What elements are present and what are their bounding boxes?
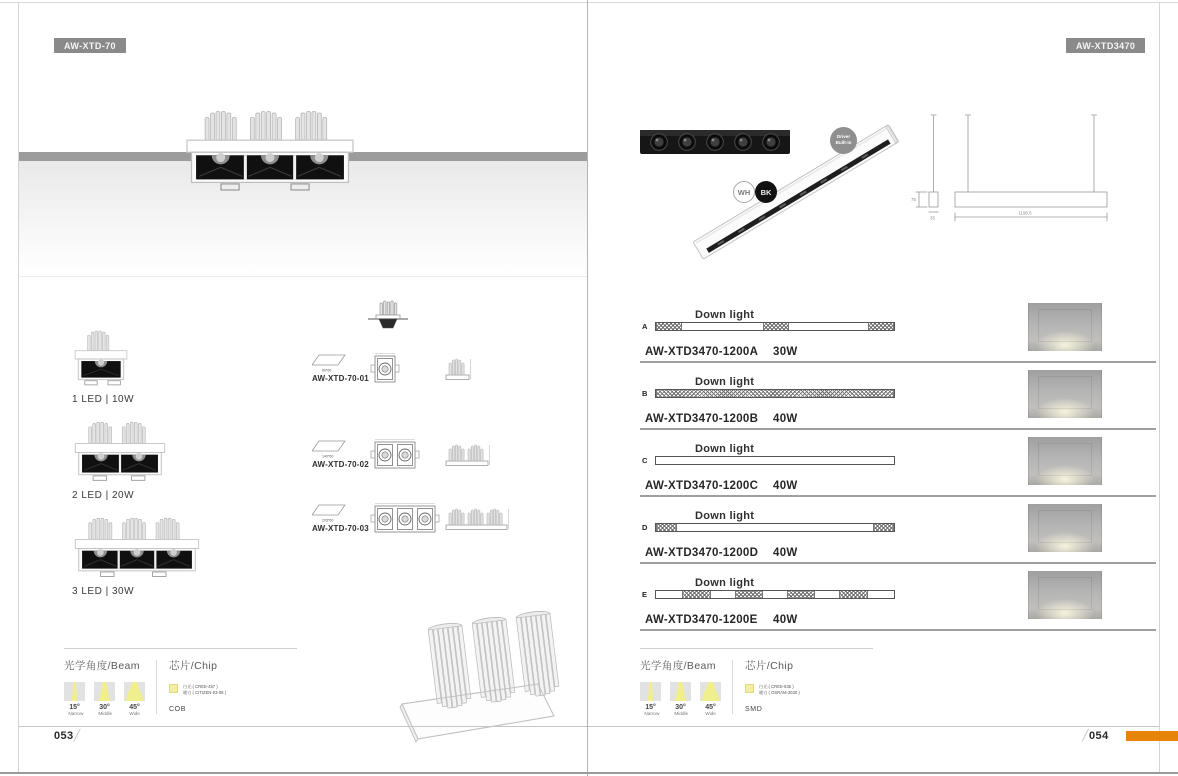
beam-option: [64, 682, 85, 720]
beam-cone-icon: [700, 682, 721, 701]
footer-rule-right: [588, 726, 1159, 727]
finish-option-white: WH: [733, 181, 755, 203]
chip-detail-text: [183, 683, 263, 697]
light-module-segment: [735, 591, 764, 598]
driver-badge-text: [830, 127, 857, 154]
beam-angle-label: 45°: [129, 704, 140, 711]
svg-text:白光 ( CREE-457 ): 白光 ( CREE-457 ): [183, 684, 218, 689]
finish-option-black: BK: [755, 181, 777, 203]
beam-options-left: [64, 682, 150, 720]
product-wattage: 40W: [773, 413, 798, 425]
beam-angle-label: 30°: [99, 704, 110, 711]
fixture-bar: [642, 523, 895, 532]
beam-option: [124, 682, 145, 720]
chip-swatch-icon: [745, 684, 754, 693]
beam-title: 光学角度/Beam: [640, 660, 716, 672]
beam-title: 光学角度/Beam: [64, 660, 140, 672]
page-frame-left: [18, 3, 19, 772]
chip-type-label: COB: [169, 706, 186, 713]
product-wattage: 40W: [773, 480, 798, 492]
chip-detail-text: [759, 683, 839, 697]
cutout-size-text: [312, 517, 352, 523]
beam-angle-label: 15°: [69, 704, 80, 711]
down-light-label: Down light: [695, 577, 755, 589]
variant-label: 2 LED | 20W: [72, 490, 135, 501]
beam-name-label: Wide: [705, 711, 716, 717]
front-view-drawing: [370, 438, 420, 472]
fixture-bar: [642, 456, 895, 465]
beam-option: [700, 682, 721, 720]
light-module-segment: [656, 390, 894, 397]
variant-label: 1 LED | 10W: [72, 394, 135, 405]
product-model: AW-XTD3470-1200C: [645, 480, 759, 492]
cutout-block: [312, 354, 370, 383]
beam-option: [94, 682, 115, 720]
fixture-bar: [642, 590, 895, 599]
fixture-bar-outline: [655, 456, 895, 465]
spec-divider-rule: [64, 648, 297, 649]
product-model: AW-XTD3470-1200D: [645, 547, 759, 559]
light-module-segment: [839, 591, 868, 598]
product-model: AW-XTD3470-1200B: [645, 413, 759, 425]
drawing-row: [312, 438, 542, 488]
product-wattage: 40W: [773, 614, 798, 626]
beam-options-right: [640, 682, 726, 720]
drawing-model-label: AW-XTD-70-01: [312, 374, 369, 383]
driver-builtin-badge: [830, 127, 857, 154]
accent-orange-bar: [1126, 731, 1178, 741]
down-light-label: Down light: [695, 309, 755, 321]
light-module-segment: [873, 524, 894, 531]
beam-angle-label: 15°: [645, 704, 656, 711]
dimension-drawing: [905, 100, 1120, 225]
spec-section-left: [64, 648, 314, 720]
row-letter: C: [642, 456, 648, 465]
beam-angle-label: 30°: [675, 704, 686, 711]
beam-cone-icon: [64, 682, 85, 701]
spec-vertical-divider: [732, 660, 733, 714]
model-badge-right: AW-XTD3470: [1066, 38, 1145, 53]
fixture-bar: [642, 389, 895, 398]
beam-cone-icon: [670, 682, 691, 701]
svg-text:75: 75: [911, 197, 916, 202]
beam-name-label: Narrow: [68, 711, 84, 717]
down-light-label: Down light: [695, 510, 755, 522]
variant-item: [72, 421, 282, 501]
page-divider: [587, 0, 588, 776]
page-frame-bottom: [0, 772, 1178, 774]
render-list: [1028, 303, 1102, 638]
svg-text:暖白 ( CITIZEN-03-08 ): 暖白 ( CITIZEN-03-08 ): [183, 690, 227, 695]
product-model: AW-XTD3470-1200A: [645, 346, 759, 358]
light-module-segment: [868, 323, 894, 330]
product-wattage: 30W: [773, 346, 798, 358]
model-badge-left: AW-XTD-70: [54, 38, 126, 53]
fixture-bar: [642, 322, 895, 331]
driver-line-1: Driver: [836, 134, 851, 139]
svg-text:140*60: 140*60: [322, 454, 334, 459]
chip-type-label: SMD: [745, 706, 763, 713]
variant-product-photo: [72, 517, 282, 581]
room-render-thumb: [1028, 370, 1102, 418]
svg-text:1198.5: 1198.5: [1018, 210, 1032, 216]
svg-text:205*60: 205*60: [322, 518, 334, 523]
chip-title: 芯片/Chip: [169, 660, 218, 672]
svg-text:暖白 ( OSRAM-3030 ): 暖白 ( OSRAM-3030 ): [759, 690, 800, 695]
technical-drawings: [312, 298, 542, 558]
room-render-thumb: [1028, 571, 1102, 619]
light-module-segment: [787, 591, 816, 598]
cutout-block: [312, 504, 370, 533]
product-model: AW-XTD3470-1200E: [645, 614, 758, 626]
side-view-drawing: [444, 505, 511, 533]
beam-cone-icon: [640, 682, 661, 701]
drawing-model-label: AW-XTD-70-02: [312, 460, 369, 469]
drawing-row: [312, 352, 542, 402]
beam-name-label: Middle: [98, 711, 113, 717]
variant-item: [72, 330, 282, 405]
light-module-segment: [682, 591, 711, 598]
recessed-install-icon: [368, 300, 408, 332]
beam-name-label: Narrow: [644, 711, 660, 717]
row-letter: B: [642, 389, 648, 398]
variant-product-photo: [72, 330, 282, 389]
fixture-bar-outline: [655, 389, 895, 398]
fixture-bar-outline: [655, 322, 895, 331]
row-letter: A: [642, 322, 648, 331]
down-light-label: Down light: [695, 443, 755, 455]
beam-name-label: Wide: [129, 711, 140, 717]
driver-line-2: Built-in: [835, 140, 852, 145]
light-module-segment: [763, 323, 789, 330]
hero-product-image: [182, 110, 358, 196]
fixture-bar-outline: [655, 523, 895, 532]
spec-vertical-divider: [156, 660, 157, 714]
beam-name-label: Middle: [674, 711, 689, 717]
light-module-segment: [656, 323, 682, 330]
front-view-drawing: [370, 502, 440, 536]
variant-item: [72, 517, 282, 597]
cutout-block: [312, 440, 370, 469]
room-render-thumb: [1028, 303, 1102, 351]
drawing-model-label: AW-XTD-70-03: [312, 524, 369, 533]
variant-label: 3 LED | 30W: [72, 586, 135, 597]
beam-cone-icon: [124, 682, 145, 701]
footer-rule-left: [19, 726, 587, 727]
room-render-thumb: [1028, 504, 1102, 552]
spec-section-right: [640, 648, 890, 720]
beam-option: [640, 682, 661, 720]
product-wattage: 40W: [773, 547, 798, 559]
slash-ornament: ╱: [1082, 730, 1090, 742]
fixture-bar-outline: [655, 590, 895, 599]
page-number-right: ╱054: [1082, 730, 1109, 742]
pendant-light-angled-photo: [655, 100, 905, 260]
cutout-size-text: [312, 367, 352, 373]
beam-cone-icon: [94, 682, 115, 701]
room-render-thumb: [1028, 437, 1102, 485]
side-view-drawing: [444, 441, 492, 469]
slash-ornament: ╱: [73, 730, 81, 742]
svg-text:白光 ( CREE-835 ): 白光 ( CREE-835 ): [759, 684, 794, 689]
front-view-drawing: [370, 352, 400, 386]
chip-title: 芯片/Chip: [745, 660, 794, 672]
page-frame-top: [0, 2, 1178, 3]
spec-divider-rule: [640, 648, 873, 649]
drawing-row: [312, 502, 542, 552]
light-module-segment: [656, 524, 677, 531]
row-letter: D: [642, 523, 648, 532]
svg-text:60*60: 60*60: [322, 368, 332, 373]
variant-list: [72, 330, 282, 613]
cutout-size-text: [312, 453, 352, 459]
beam-angle-label: 45°: [705, 704, 716, 711]
row-letter: E: [642, 590, 648, 599]
variant-product-photo: [72, 421, 282, 485]
page-number-left: 053╱: [54, 730, 81, 742]
side-view-drawing: [444, 355, 473, 383]
chip-swatch-icon: [169, 684, 178, 693]
down-light-label: Down light: [695, 376, 755, 388]
svg-text:35: 35: [930, 215, 935, 221]
beam-option: [670, 682, 691, 720]
